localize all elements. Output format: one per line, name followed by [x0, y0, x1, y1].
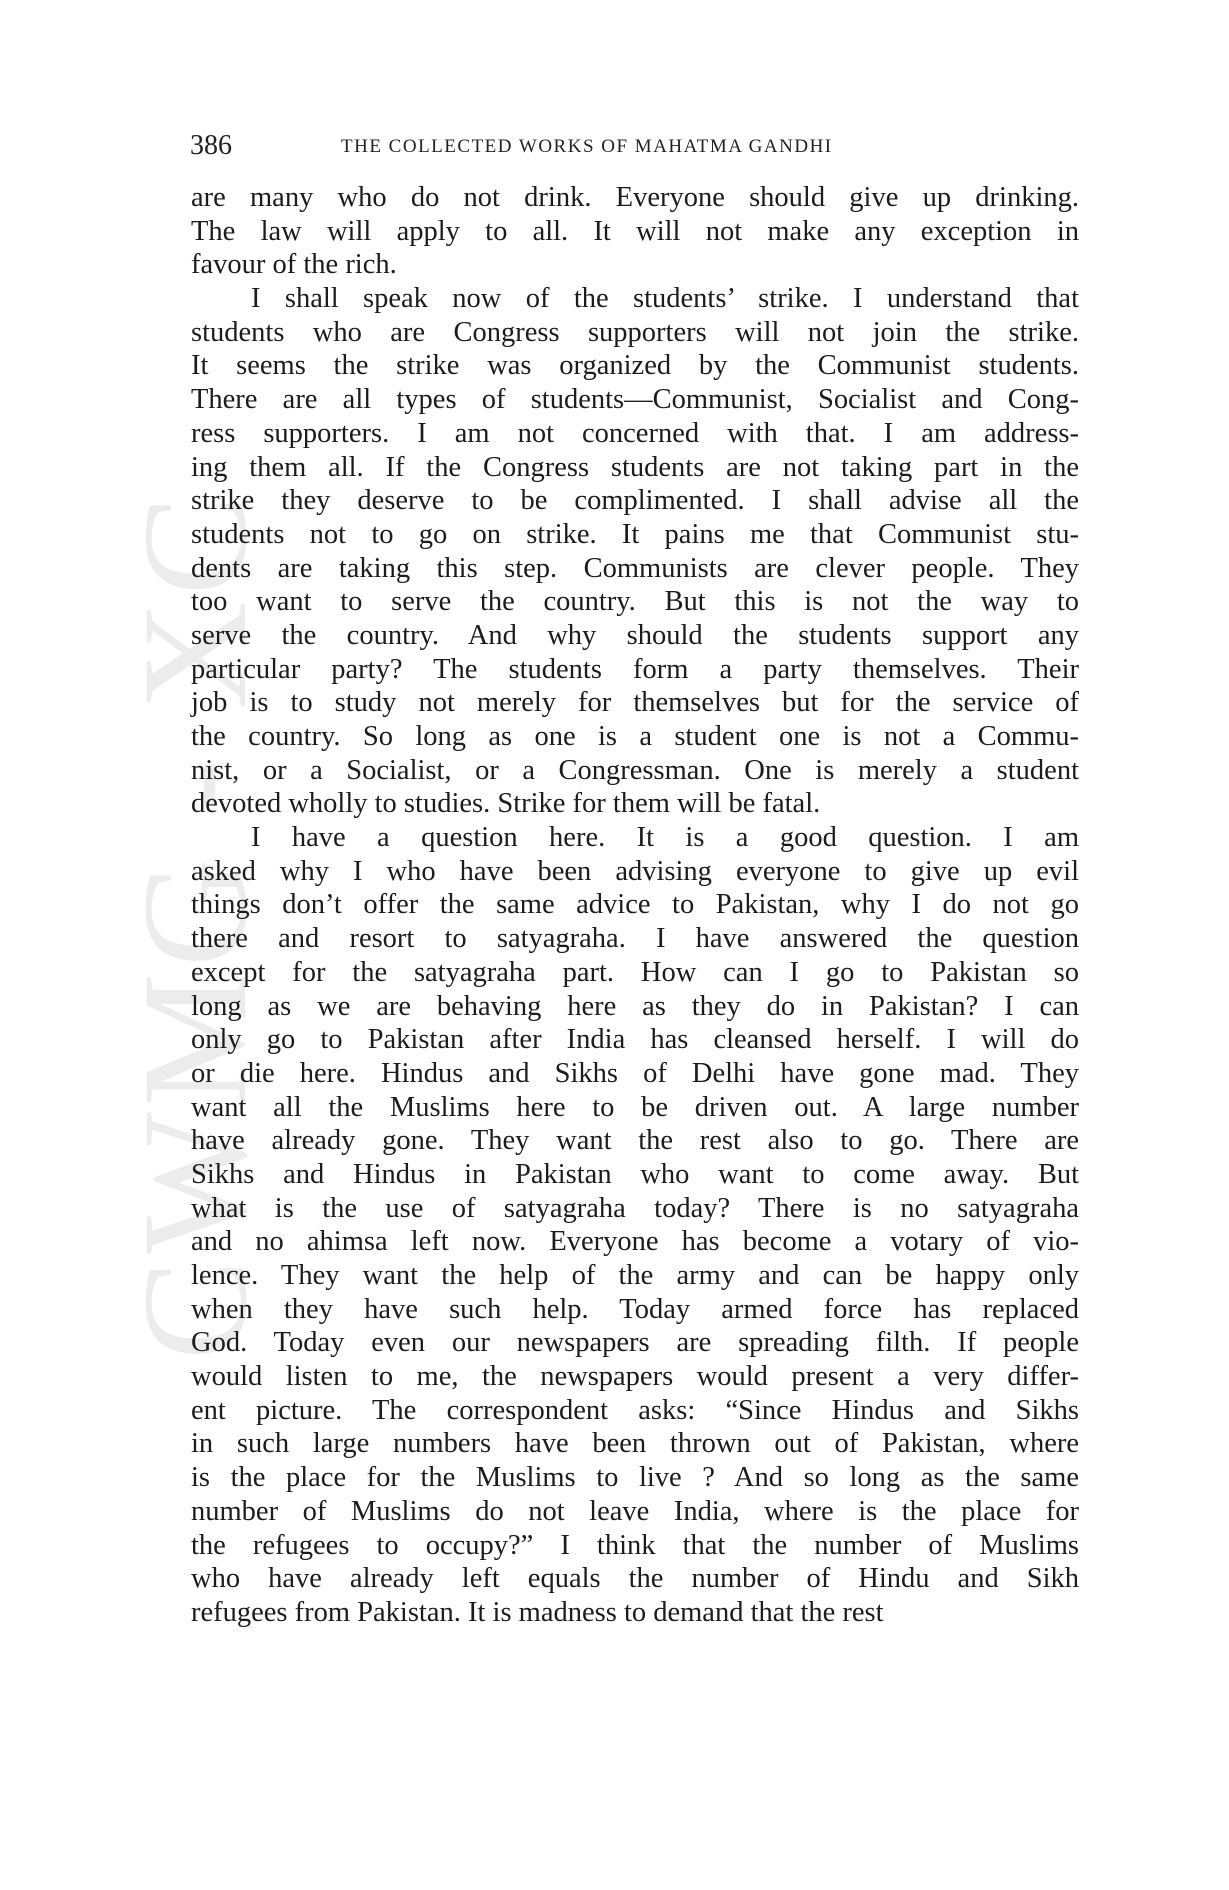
- text-line: There are all types of students—Communist, Socialist and Cong-: [191, 384, 1079, 416]
- text-line: favour of the rich.: [191, 249, 397, 281]
- watermark-text: CWMG - XC: [112, 489, 278, 1360]
- running-title: THE COLLECTED WORKS OF MAHATMA GANDHI: [341, 136, 833, 157]
- text-line: Sikhs and Hindus in Pakistan who want to come away. But: [191, 1158, 1079, 1190]
- text-line: is the place for the Muslims to live ? And so long as the same: [191, 1462, 1079, 1494]
- text-line: would listen to me, the newspapers would present a very differ-: [191, 1361, 1079, 1393]
- text-line: have already gone. They want the rest also to go. There are: [191, 1125, 1079, 1157]
- text-line: The law will apply to all. It will not make any exception in: [191, 215, 1079, 247]
- text-line: want all the Muslims here to be driven out. A large number: [191, 1091, 1079, 1123]
- text-line: long as we are behaving here as they do in Pakistan? I can: [191, 990, 1079, 1022]
- body-text: [191, 181, 1079, 1630]
- text-line: when they have such help. Today armed force has replaced: [191, 1293, 1079, 1325]
- text-line: serve the country. And why should the students support any: [191, 619, 1079, 651]
- text-line: particular party? The students form a party themselves. Their: [191, 653, 1079, 685]
- text-line: students not to go on strike. It pains me that Communist stu-: [191, 518, 1079, 550]
- text-line: too want to serve the country. But this is not the way to: [191, 586, 1079, 618]
- text-line: nist, or a Socialist, or a Congressman. One is merely a student: [191, 754, 1079, 786]
- text-line: number of Muslims do not leave India, where is the place for: [191, 1495, 1079, 1527]
- text-line: the refugees to occupy?” I think that the number of Muslims: [191, 1529, 1079, 1561]
- text-line: only go to Pakistan after India has cleansed herself. I will do: [191, 1024, 1079, 1056]
- text-line: lence. They want the help of the army and can be happy only: [191, 1260, 1079, 1291]
- text-line: ent picture. The correspondent asks: “Since Hindus and Sikhs: [191, 1394, 1079, 1426]
- text-line: God. Today even our newspapers are spreading filth. If people: [191, 1327, 1079, 1359]
- text-line: asked why I who have been advising everyone to give up evil: [191, 855, 1079, 887]
- text-line: strike they deserve to be complimented. I shall advise all the: [191, 485, 1079, 517]
- text-line: or die here. Hindus and Sikhs of Delhi have gone mad. They: [191, 1057, 1079, 1089]
- paragraph: [191, 181, 1079, 282]
- text-line: I have a question here. It is a good question. I am: [251, 822, 1079, 854]
- text-line: refugees from Pakistan. It is madness to demand that the rest: [191, 1596, 884, 1628]
- text-line: the country. So long as one is a student one is not a Commu-: [191, 721, 1079, 752]
- text-line: and no ahimsa left now. Everyone has become a votary of vio-: [191, 1226, 1079, 1258]
- text-line: things don’t offer the same advice to Pakistan, why I do not go: [191, 889, 1079, 921]
- text-line: students who are Congress supporters will not join the strike.: [191, 316, 1079, 348]
- text-line: except for the satyagraha part. How can I go to Pakistan so: [191, 956, 1079, 988]
- text-line: are many who do not drink. Everyone should give up drinking.: [191, 182, 1079, 213]
- page-header: [190, 126, 1090, 166]
- page-number: 386: [190, 130, 232, 161]
- text-line: what is the use of satyagraha today? There is no satyagraha: [191, 1192, 1079, 1224]
- text-line: It seems the strike was organized by the Communist students.: [191, 350, 1079, 382]
- text-line: devoted wholly to studies. Strike for them will be fatal.: [191, 788, 821, 820]
- text-line: job is to study not merely for themselves but for the service of: [191, 687, 1079, 719]
- text-line: ing them all. If the Congress students are not taking part in the: [191, 451, 1079, 483]
- text-line: who have already left equals the number of Hindu and Sikh: [191, 1563, 1079, 1595]
- text-line: ress supporters. I am not concerned with that. I am address-: [191, 417, 1079, 449]
- paragraph: [191, 821, 1079, 1630]
- text-line: there and resort to satyagraha. I have answered the question: [191, 923, 1079, 955]
- text-line: I shall speak now of the students’ strike. I understand that: [251, 283, 1079, 315]
- text-line: in such large numbers have been thrown out of Pakistan, where: [191, 1428, 1079, 1460]
- text-line: dents are taking this step. Communists are clever people. They: [191, 552, 1079, 584]
- paragraph: [191, 282, 1079, 821]
